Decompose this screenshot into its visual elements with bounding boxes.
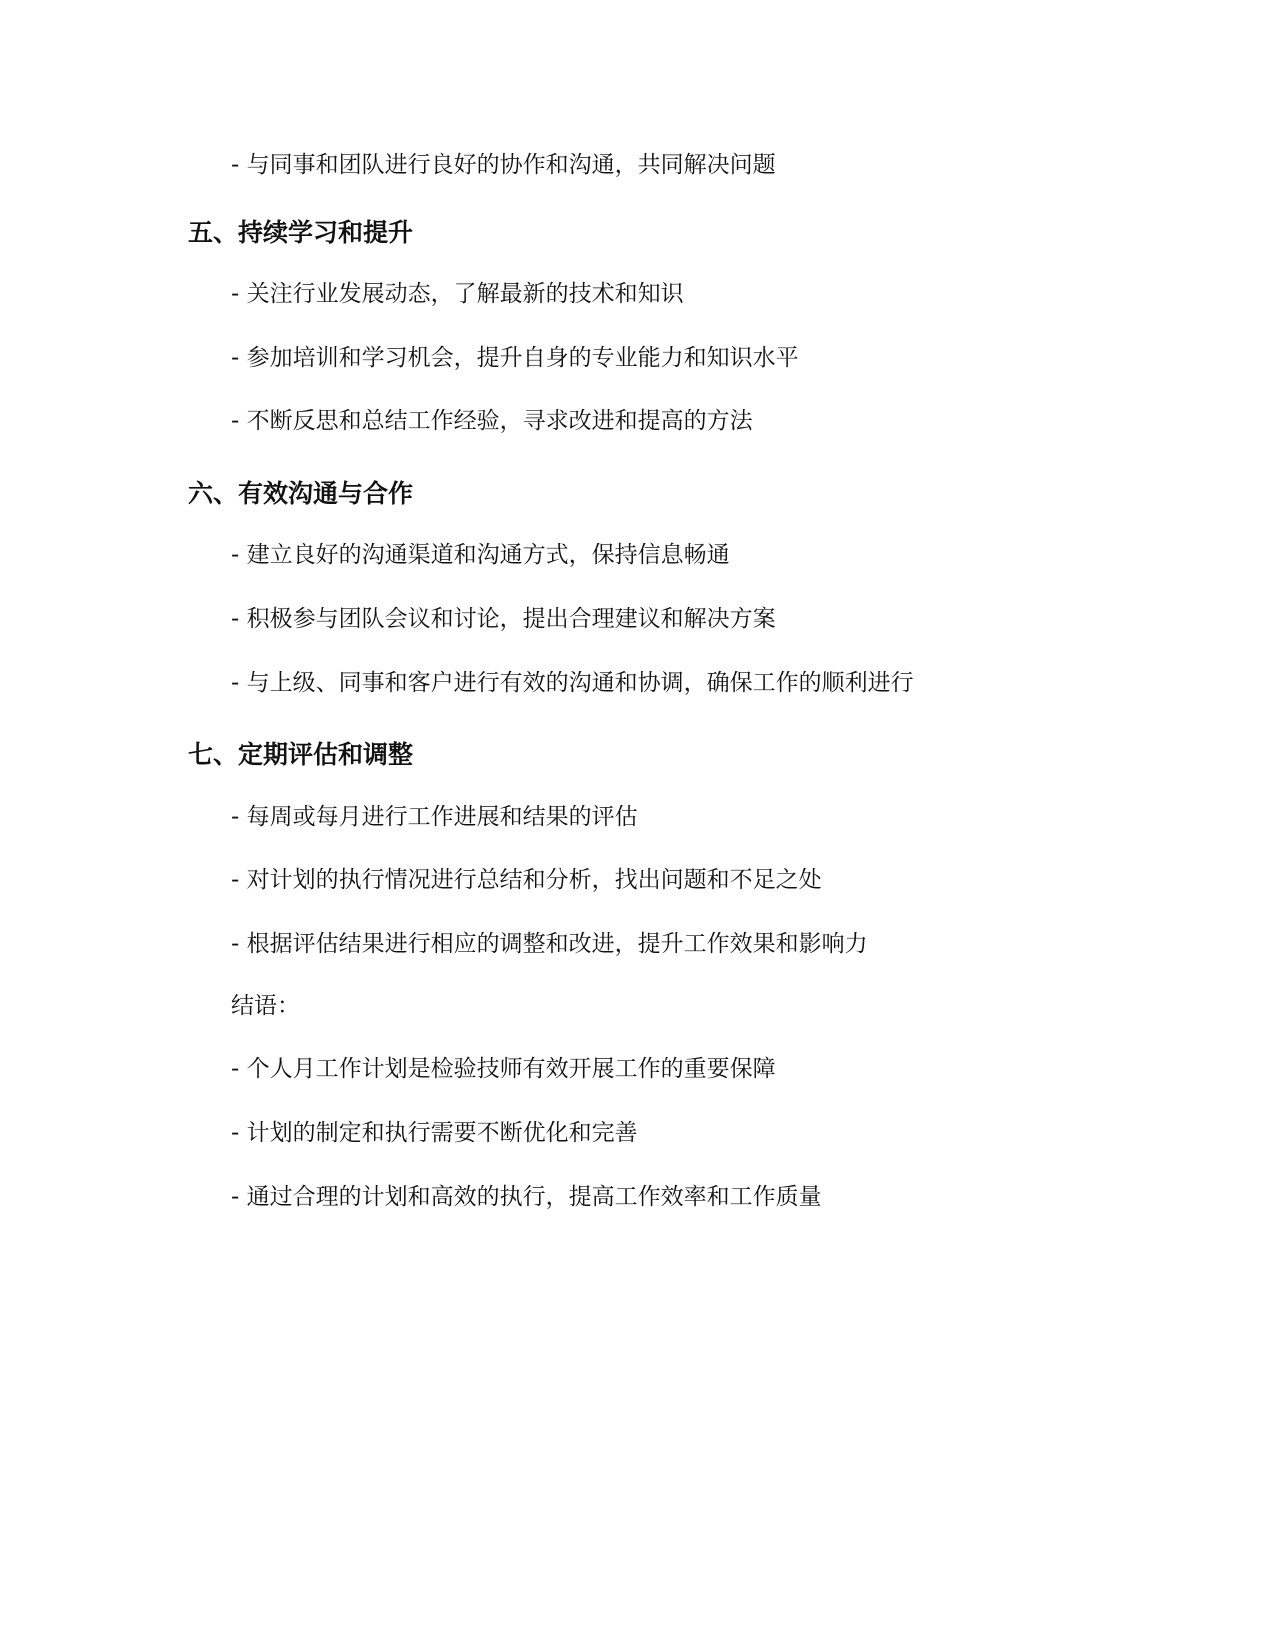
list-item: - 关注行业发展动态，了解最新的技术和知识 — [231, 281, 684, 307]
list-item: - 对计划的执行情况进行总结和分析，找出问题和不足之处 — [231, 867, 822, 893]
list-item: - 计划的制定和执行需要不断优化和完善 — [231, 1120, 638, 1146]
list-item: - 个人月工作计划是检验技师有效开展工作的重要保障 — [231, 1056, 776, 1082]
section-heading-7: 七、定期评估和调整 — [188, 740, 414, 769]
list-item: - 积极参与团队会议和讨论，提出合理建议和解决方案 — [231, 606, 776, 632]
list-item: - 通过合理的计划和高效的执行，提高工作效率和工作质量 — [231, 1184, 822, 1210]
conclusion-label: 结语： — [231, 993, 300, 1019]
list-item: - 每周或每月进行工作进展和结果的评估 — [231, 804, 638, 830]
list-item: - 参加培训和学习机会，提升自身的专业能力和知识水平 — [231, 345, 799, 371]
list-item: - 根据评估结果进行相应的调整和改进，提升工作效果和影响力 — [231, 931, 868, 957]
list-item: - 与同事和团队进行良好的协作和沟通，共同解决问题 — [231, 152, 776, 178]
section-heading-6: 六、有效沟通与合作 — [188, 479, 414, 508]
list-item: - 与上级、同事和客户进行有效的沟通和协调，确保工作的顺利进行 — [231, 670, 914, 696]
list-item: - 建立良好的沟通渠道和沟通方式，保持信息畅通 — [231, 542, 730, 568]
section-heading-5: 五、持续学习和提升 — [188, 218, 414, 247]
list-item: - 不断反思和总结工作经验，寻求改进和提高的方法 — [231, 408, 753, 434]
